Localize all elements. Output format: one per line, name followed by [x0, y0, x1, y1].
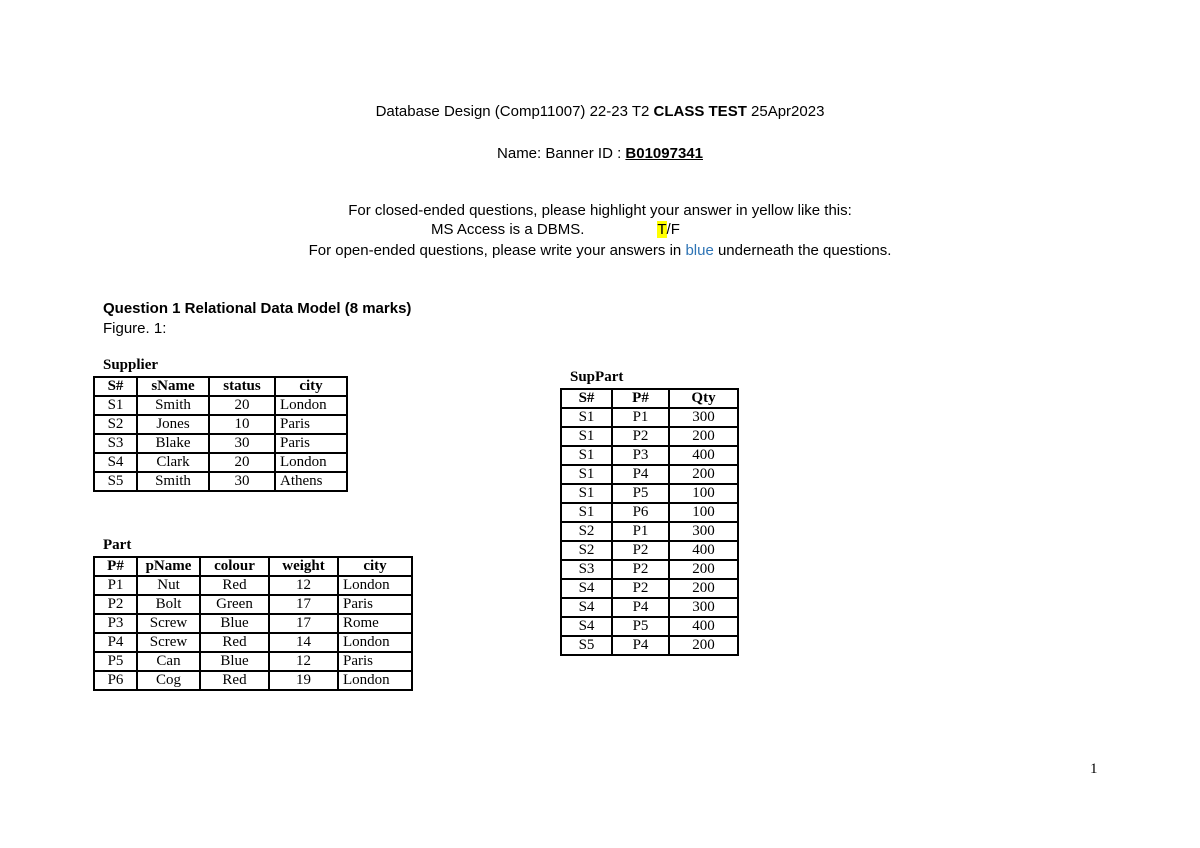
- table-cell: S5: [561, 636, 612, 655]
- column-header: sName: [137, 377, 209, 396]
- table-cell: Blake: [137, 434, 209, 453]
- table-cell: S1: [561, 408, 612, 427]
- column-header: S#: [94, 377, 137, 396]
- table-cell: 300: [669, 598, 738, 617]
- table-row: [561, 465, 738, 484]
- table-cell: P2: [612, 560, 669, 579]
- table-row: [561, 427, 738, 446]
- document-title: Database Design (Comp11007) 22-23 T2 CLASS TEST 25Apr2023: [375, 103, 825, 120]
- page-number: 1: [1090, 761, 1098, 777]
- column-header: colour: [200, 557, 269, 576]
- table-header-row: [94, 377, 347, 396]
- table-cell: Smith: [137, 396, 209, 415]
- suppart-table-title: SupPart: [570, 369, 624, 385]
- table-cell: 12: [269, 576, 338, 595]
- table-cell: S4: [561, 598, 612, 617]
- table-cell: S2: [561, 522, 612, 541]
- table-cell: Bolt: [137, 595, 200, 614]
- table-cell: 200: [669, 560, 738, 579]
- table-cell: London: [338, 671, 412, 690]
- table-cell: P3: [612, 446, 669, 465]
- column-header: P#: [612, 389, 669, 408]
- table-cell: 17: [269, 595, 338, 614]
- supplier-table: [93, 376, 348, 492]
- table-cell: P1: [94, 576, 137, 595]
- column-header: Qty: [669, 389, 738, 408]
- table-cell: 200: [669, 427, 738, 446]
- table-cell: Clark: [137, 453, 209, 472]
- table-cell: 400: [669, 446, 738, 465]
- table-row: [561, 484, 738, 503]
- table-cell: P4: [612, 465, 669, 484]
- table-cell: Green: [200, 595, 269, 614]
- table-cell: 20: [209, 396, 275, 415]
- table-cell: P5: [94, 652, 137, 671]
- table-cell: S3: [561, 560, 612, 579]
- suppart-table: [560, 388, 739, 656]
- table-cell: Rome: [338, 614, 412, 633]
- table-cell: Smith: [137, 472, 209, 491]
- table-cell: 17: [269, 614, 338, 633]
- instruction-example: MS Access is a DBMS. T/F: [431, 221, 680, 238]
- name-line: Name: Banner ID : B01097341: [497, 145, 703, 162]
- table-row: [94, 614, 412, 633]
- table-cell: P2: [612, 541, 669, 560]
- table-cell: Paris: [275, 434, 347, 453]
- table-row: [561, 598, 738, 617]
- table-row: [94, 633, 412, 652]
- table-cell: P6: [612, 503, 669, 522]
- column-header: P#: [94, 557, 137, 576]
- table-row: [561, 446, 738, 465]
- table-cell: 100: [669, 484, 738, 503]
- table-cell: P1: [612, 408, 669, 427]
- table-row: [94, 415, 347, 434]
- table-row: [561, 560, 738, 579]
- column-header: city: [275, 377, 347, 396]
- table-cell: Paris: [338, 652, 412, 671]
- table-cell: Red: [200, 576, 269, 595]
- table-cell: S4: [94, 453, 137, 472]
- table-row: [561, 503, 738, 522]
- table-cell: Blue: [200, 652, 269, 671]
- table-cell: P4: [612, 636, 669, 655]
- table-row: [561, 579, 738, 598]
- table-cell: S4: [561, 579, 612, 598]
- part-table-title: Part: [103, 537, 132, 553]
- table-cell: S1: [561, 465, 612, 484]
- table-cell: 12: [269, 652, 338, 671]
- table-row: [94, 472, 347, 491]
- table-cell: London: [338, 576, 412, 595]
- table-cell: 30: [209, 434, 275, 453]
- table-cell: Jones: [137, 415, 209, 434]
- table-cell: P3: [94, 614, 137, 633]
- table-row: [94, 671, 412, 690]
- table-cell: P1: [612, 522, 669, 541]
- instruction-closed: For closed-ended questions, please highlight your answer in yellow like this:: [348, 202, 852, 219]
- table-cell: Athens: [275, 472, 347, 491]
- table-row: [561, 522, 738, 541]
- instruction-open: For open-ended questions, please write your answers in blue underneath the questions.: [308, 242, 892, 259]
- table-cell: S1: [94, 396, 137, 415]
- table-cell: P2: [94, 595, 137, 614]
- table-cell: S1: [561, 484, 612, 503]
- table-cell: Paris: [275, 415, 347, 434]
- table-cell: P2: [612, 579, 669, 598]
- question-1-title: Question 1 Relational Data Model (8 marks): [103, 300, 412, 317]
- table-cell: Can: [137, 652, 200, 671]
- table-row: [561, 408, 738, 427]
- column-header: status: [209, 377, 275, 396]
- table-cell: P5: [612, 617, 669, 636]
- table-cell: P4: [612, 598, 669, 617]
- table-row: [561, 541, 738, 560]
- table-cell: S3: [94, 434, 137, 453]
- table-cell: 14: [269, 633, 338, 652]
- column-header: pName: [137, 557, 200, 576]
- column-header: weight: [269, 557, 338, 576]
- part-table: [93, 556, 413, 691]
- column-header: city: [338, 557, 412, 576]
- table-cell: S2: [561, 541, 612, 560]
- table-cell: 400: [669, 617, 738, 636]
- table-row: [94, 652, 412, 671]
- banner-id: B01097341: [625, 145, 703, 162]
- table-cell: 20: [209, 453, 275, 472]
- table-row: [94, 595, 412, 614]
- table-row: [94, 434, 347, 453]
- table-header-row: [561, 389, 738, 408]
- table-cell: London: [275, 453, 347, 472]
- table-cell: P4: [94, 633, 137, 652]
- table-cell: 100: [669, 503, 738, 522]
- figure-label: Figure. 1:: [103, 320, 167, 337]
- table-cell: S5: [94, 472, 137, 491]
- table-row: [561, 636, 738, 655]
- example-true-highlight: T: [657, 221, 667, 238]
- table-cell: S2: [94, 415, 137, 434]
- table-cell: 10: [209, 415, 275, 434]
- table-row: [561, 617, 738, 636]
- column-header: S#: [561, 389, 612, 408]
- table-cell: Screw: [137, 614, 200, 633]
- table-header-row: [94, 557, 412, 576]
- table-cell: 19: [269, 671, 338, 690]
- table-cell: 30: [209, 472, 275, 491]
- table-cell: Paris: [338, 595, 412, 614]
- table-row: [94, 576, 412, 595]
- table-cell: P5: [612, 484, 669, 503]
- table-cell: London: [275, 396, 347, 415]
- table-cell: London: [338, 633, 412, 652]
- table-cell: Nut: [137, 576, 200, 595]
- table-cell: S1: [561, 427, 612, 446]
- table-cell: 300: [669, 408, 738, 427]
- table-cell: P2: [612, 427, 669, 446]
- table-cell: 300: [669, 522, 738, 541]
- table-cell: S1: [561, 503, 612, 522]
- table-cell: 200: [669, 465, 738, 484]
- table-row: [94, 396, 347, 415]
- table-cell: 200: [669, 579, 738, 598]
- table-row: [94, 453, 347, 472]
- table-cell: Red: [200, 633, 269, 652]
- table-cell: Screw: [137, 633, 200, 652]
- table-cell: 400: [669, 541, 738, 560]
- table-cell: P6: [94, 671, 137, 690]
- table-cell: S4: [561, 617, 612, 636]
- supplier-table-title: Supplier: [103, 357, 159, 373]
- table-cell: 200: [669, 636, 738, 655]
- table-cell: S1: [561, 446, 612, 465]
- table-cell: Blue: [200, 614, 269, 633]
- table-cell: Red: [200, 671, 269, 690]
- table-cell: Cog: [137, 671, 200, 690]
